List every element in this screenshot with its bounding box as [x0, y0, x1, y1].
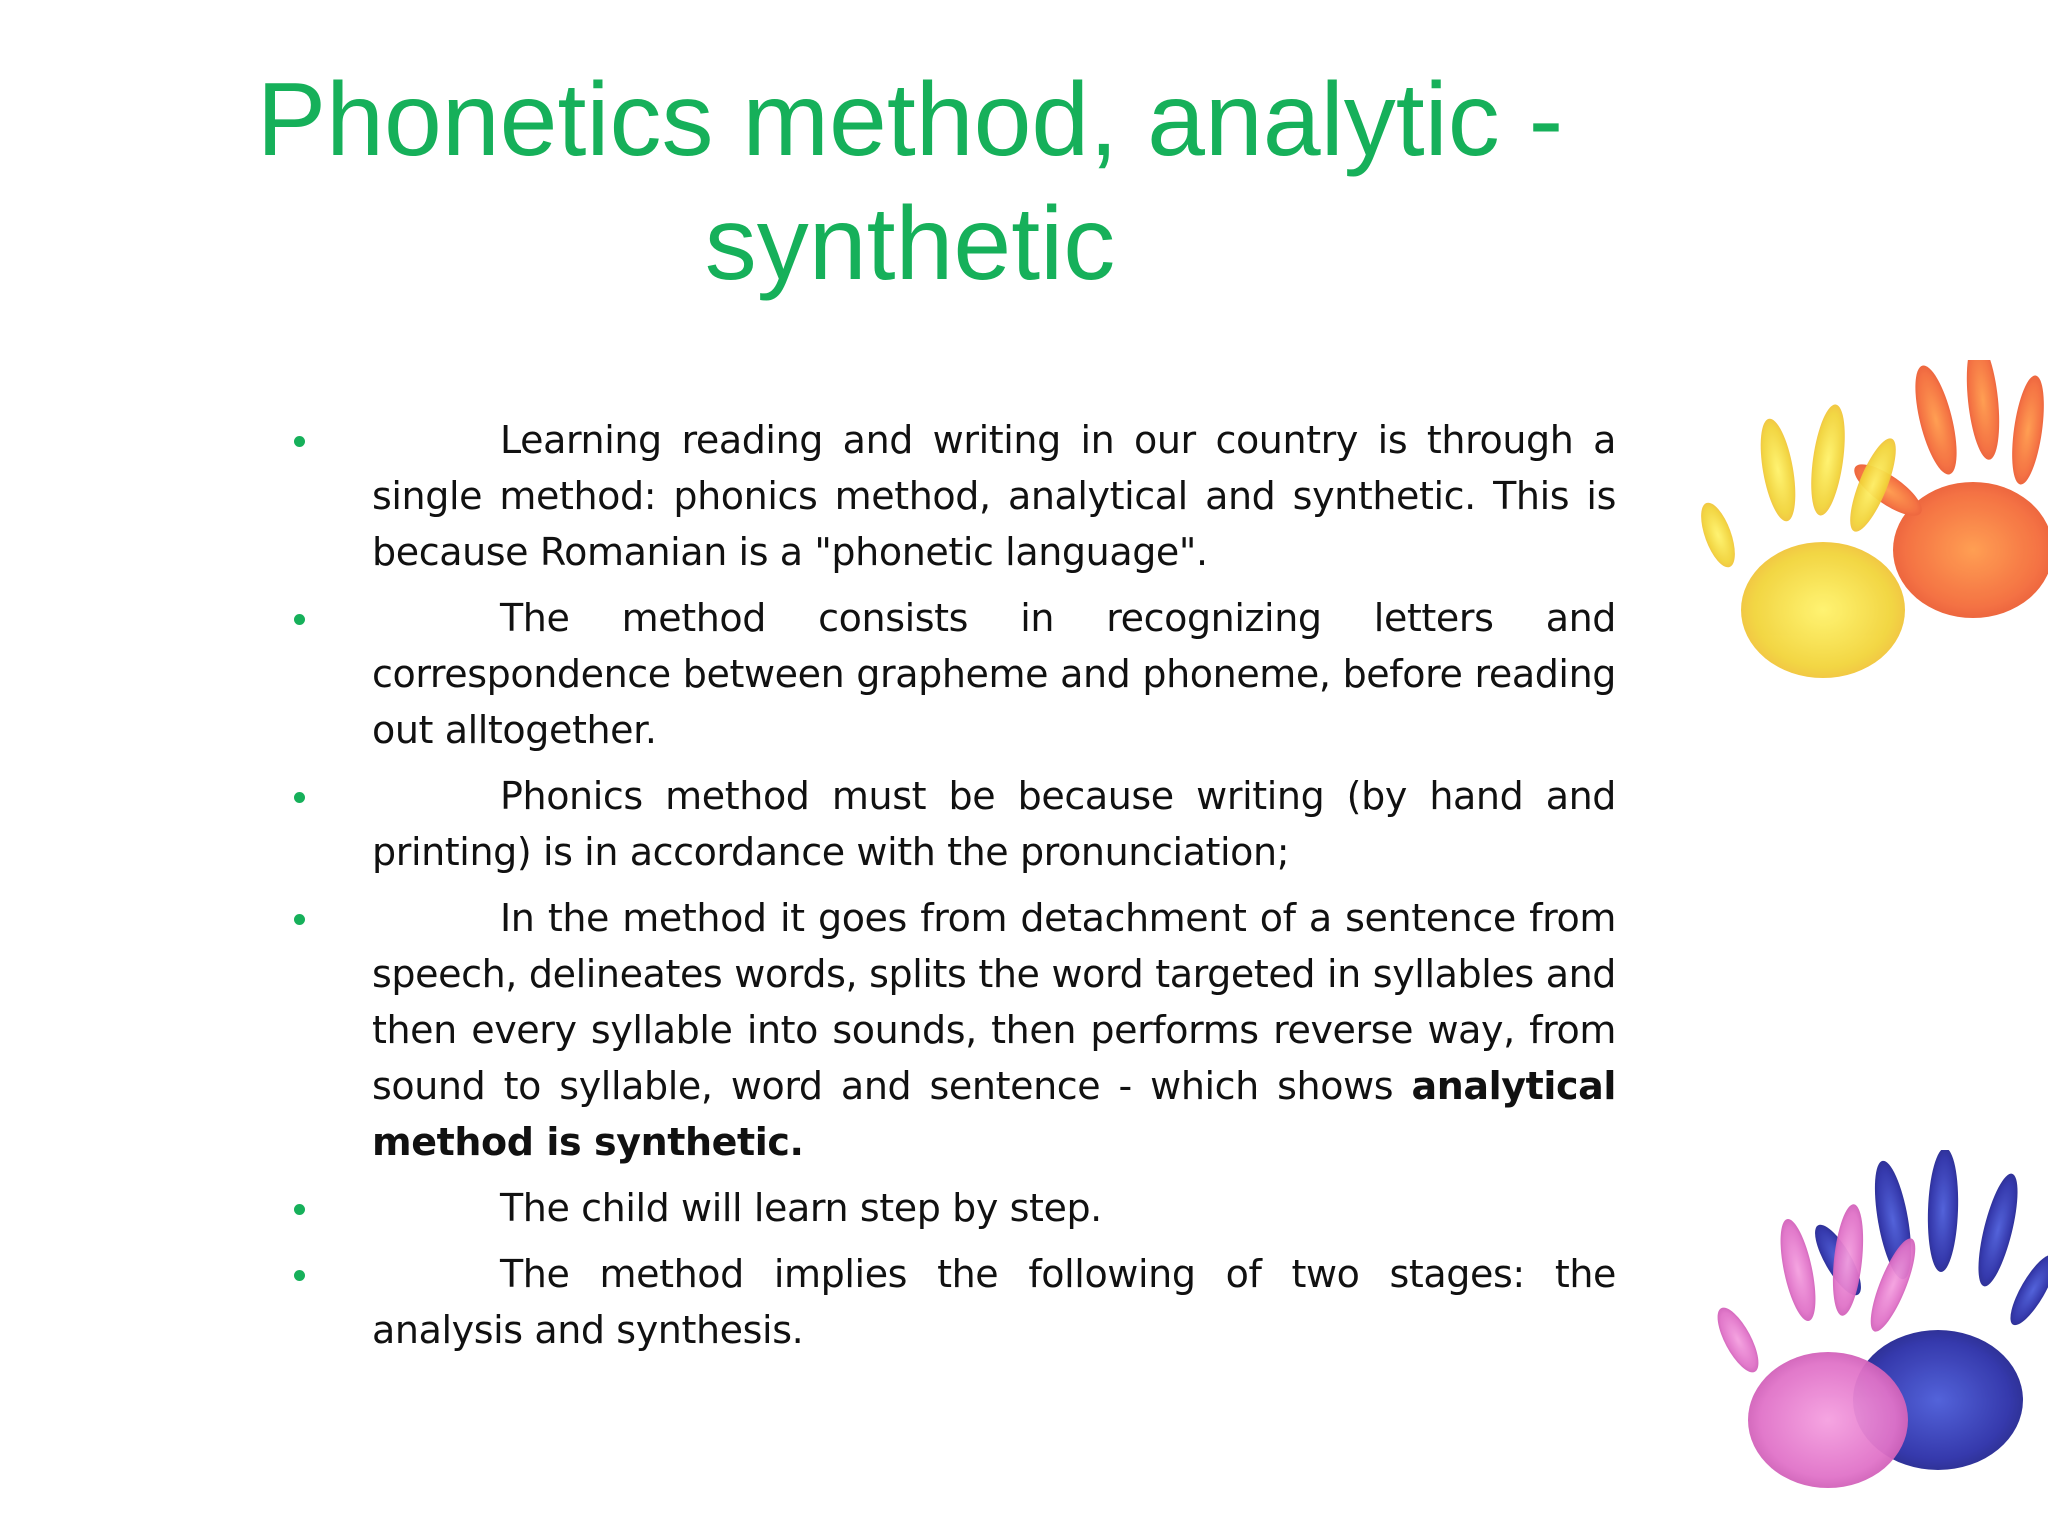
slide-title-line-1: Phonetics method, analytic - — [256, 62, 1564, 178]
bullet-dot-icon — [294, 914, 305, 925]
bullet-dot-icon — [294, 792, 305, 803]
slide-title — [200, 58, 1620, 306]
bullet-item-6 — [290, 1246, 1616, 1358]
slide-title-line-2: synthetic — [704, 186, 1116, 302]
bullet-text-5: The child will learn step by step. — [500, 1186, 1102, 1230]
bullet-text-2: The method consists in recognizing letters and correspondence between grapheme and phoneme, before reading out alltogether. — [372, 596, 1616, 752]
bullet-text-1: Learning reading and writing in our country is through a single method: phonics method, analytical and synthetic. This is because Romanian is a "phonetic language". — [372, 418, 1616, 574]
bullet-text-4 — [372, 890, 1616, 1170]
handprint-cool-icon — [1688, 1150, 2048, 1510]
bullet-list — [290, 412, 1616, 1368]
bullet-text-6: The method implies the following of two stages: the analysis and synthesis. — [372, 1252, 1616, 1352]
bullet-text-4-regular: In the method it goes from detachment of a sentence from speech, delineates words, splits the word targeted in syllables and then every syllable into sounds, then performs reverse way, from sound to syllable, word and sentence - which shows — [372, 896, 1616, 1108]
handprint-warm-icon — [1688, 360, 2048, 720]
bullet-dot-icon — [294, 436, 305, 447]
bullet-text-4-bold: analytical method is synthetic. — [372, 1064, 1616, 1164]
bullet-dot-icon — [294, 1270, 305, 1281]
bullet-item-5 — [290, 1180, 1616, 1236]
bullet-dot-icon — [294, 614, 305, 625]
bullet-item-3 — [290, 768, 1616, 880]
bullet-item-1 — [290, 412, 1616, 580]
bullet-item-2 — [290, 590, 1616, 758]
bullet-dot-icon — [294, 1204, 305, 1215]
bullet-text-3: Phonics method must be because writing (by hand and printing) is in accordance with the pronunciation; — [372, 774, 1616, 874]
bullet-item-4 — [290, 890, 1616, 1170]
